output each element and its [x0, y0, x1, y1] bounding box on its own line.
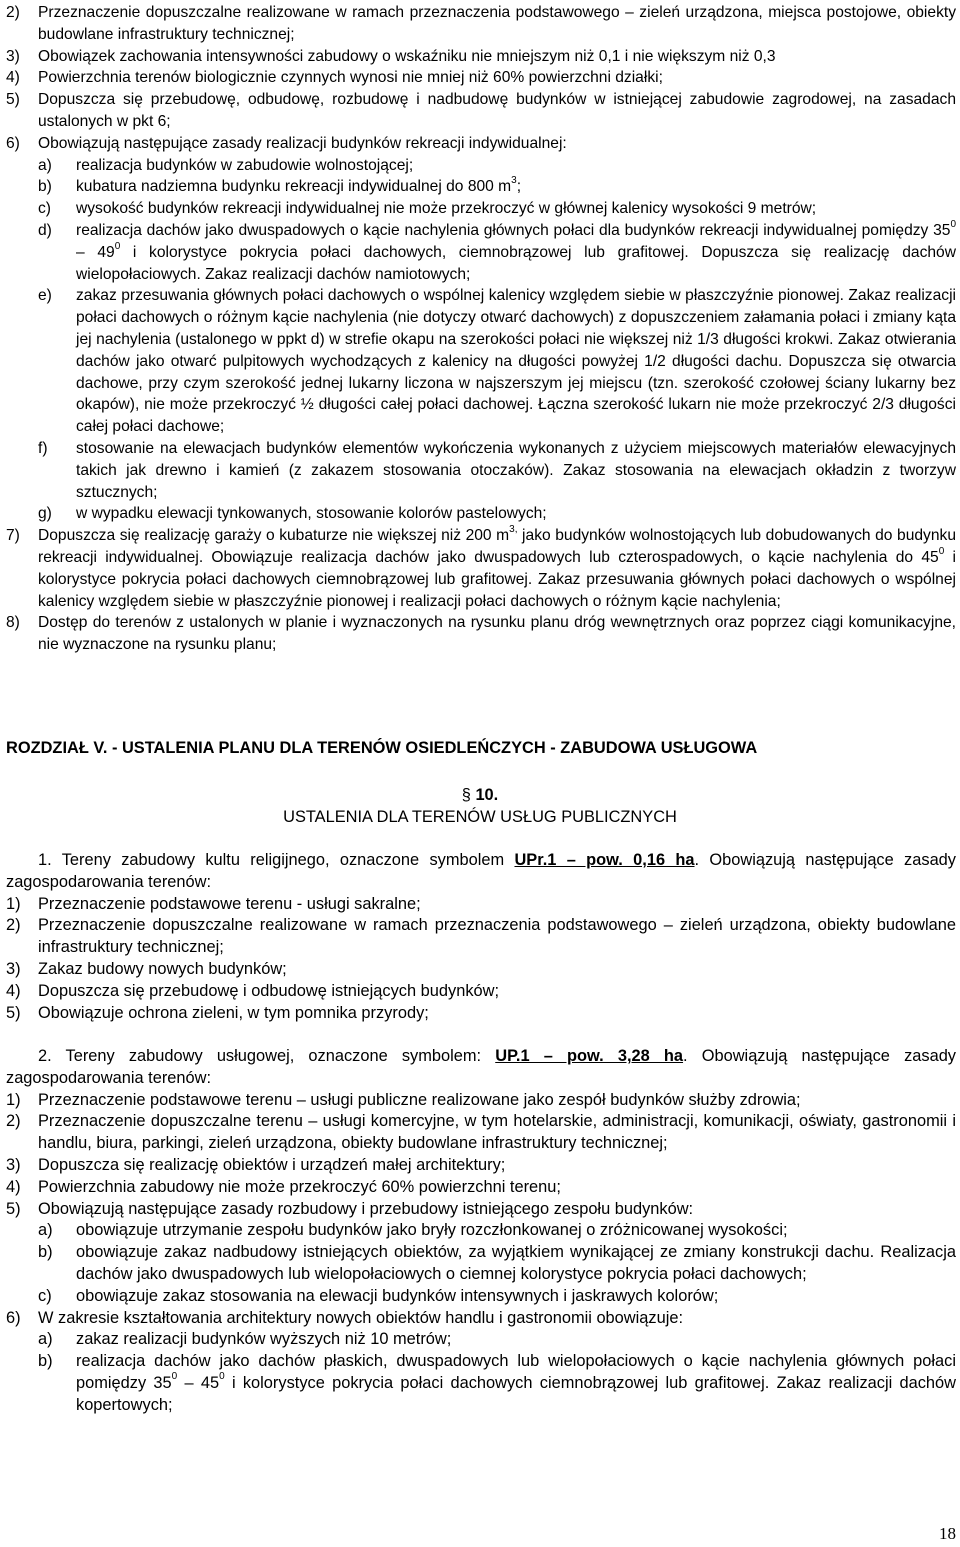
list-item: 6) W zakresie kształtowania architektury nowych obiektów handlu i gastronomii obowiązuje:: [6, 1308, 684, 1327]
list-item: 4) Dopuszcza się przebudowę i odbudowę istniejących budynków;: [6, 981, 500, 1000]
list-item: 3) Obowiązek zachowania intensywności zabudowy o wskaźniku nie mniejszym niż 0,1 i nie większym niż 0,3: [6, 47, 776, 65]
list-item: 6) Obowiązują następujące zasady realizacji budynków rekreacji indywidualnej:: [6, 134, 567, 152]
list-item: 2) Przeznaczenie dopuszczalne realizowane w ramach przeznaczenia podstawowego – zieleń urządzona, miejsca postojowe, obiekty budowlane infrastruktury technicznej;: [6, 4, 956, 43]
sub-item: c) wysokość budynków rekreacji indywidualnej nie może przekroczyć w głównej kalenicy wysokości 9 metrów;: [38, 200, 817, 218]
section-number: § 10.: [461, 786, 499, 804]
sub-item: a) zakaz realizacji budynków wyższych niż 10 metrów;: [38, 1330, 452, 1349]
upper-provisions: [6, 2, 956, 656]
sub-item: b) realizacja dachów jako dachów płaskich, dwuspadowych lub wielopołaciowych o kącie nachylenia głównych połaci pomiędzy $35^0 - 45^0$ i kolorystyce pokrycia połaci dachowych ciemnobrązowej lub grafitowej. Zakaz realizacji dachów kopertowych;: [38, 1352, 956, 1414]
section-1: [6, 850, 956, 1024]
sub-item: f) stosowanie na elewacjach budynków elementów wykończenia wykonanych z użyciem miejscowych materiałów elewacyjnych takich jak drewno i kamień (z zakazem stosowania otoczaków). Zakaz stosowania na elewacjach okładzin z tworzyw sztucznych;: [38, 439, 956, 501]
list-item: 5) Obowiązują następujące zasady rozbudowy i przebudowy istniejącego zespołu budynków:: [6, 1199, 694, 1218]
chapter-heading: ROZDZIAŁ V. - USTALENIA PLANU DLA TERENÓW OSIEDLEŃCZYCH - ZABUDOWA USŁUGOWA: [6, 739, 758, 757]
sub-item: g) w wypadku elewacji tynkowanych, stosowanie kolorów pastelowych;: [38, 505, 547, 523]
sub-item: b) obowiązuje zakaz nadbudowy istniejących obiektów, za wyjątkiem wynikającej ze zmiany konstrukcji dachu. Realizacja dachów jako dwuspadowych lub wielopołaciowych o ciemnej kolorystyce pokrycia połaci dachowych;: [38, 1243, 956, 1283]
sub-item: c) obowiązuje zakaz stosowania na elewacji budynków intensywnych i jaskrawych kolorów;: [38, 1286, 719, 1305]
paragraph-intro: 1. Tereny zabudowy kultu religijnego, oznaczone symbolem UPr.1 – pow. 0,16 ha. Obowiązują następujące zasady zagospodarowania terenów:: [6, 851, 956, 891]
list-item: 1) Przeznaczenie podstawowe terenu - usługi sakralne;: [6, 894, 421, 913]
list-item: 4) Powierzchnia terenów biologicznie czynnych wynosi nie mniej niż 60% powierzchni działki;: [6, 69, 663, 87]
paragraph-symbol: §: [461, 786, 471, 804]
list-item: 2) Przeznaczenie dopuszczalne terenu – usługi komercyjne, w tym hotelarskie, administracji, komunikacji, oświaty, gastronomii i handlu, biura, parkingi, zieleń urządzona, obiekty budowlane infrastruktury technicznej;: [6, 1112, 956, 1153]
list-item: 5) Obowiązuje ochrona zieleni, w tym pomnika przyrody;: [6, 1003, 429, 1022]
page-number: 18: [939, 1524, 956, 1543]
sub-item: e) zakaz przesuwania głównych połaci dachowych o wspólnej kalenicy względem siebie w płaszczyźnie pionowej. Zakaz realizacji połaci dachowych o różnym kącie nachylenia (nie dotyczy otwarć dachowych) z dopuszczeniem załamania połaci i zmiany kąta jej nachylenia (ustalonego w ppkt d) w strefie okapu na szerokości połaci nie większej niż 1/3 długości krokwi. Zakaz otwierania dachów jako otwarć pulpitowych wychodzących z kalenicy na długości powyżej 1/2 długości dachu. Dopuszcza się otwarcia dachowe, przy czym szerokość jednej lukarny liczona w najszerszym jej miejscu (tzn. szerokość czołowej ściany lukarny bez okapów), nie może przekroczyć ½ długości całej połaci dachowej. Łączna szerokość lukarn nie może przekroczyć 2/3 długości całej połaci dachowe;: [38, 287, 956, 436]
sub-item: a) obowiązuje utrzymanie zespołu budynków jako bryły rozczłonkowanej o zróżnicowanej wysokości;: [38, 1221, 788, 1240]
list-item: 1) Przeznaczenie podstawowe terenu – usługi publiczne realizowane jako zespół budynków służby zdrowia;: [6, 1090, 801, 1109]
section-2: [6, 1046, 956, 1417]
section-title: USTALENIA DLA TERENÓW USŁUG PUBLICZNYCH: [283, 808, 677, 826]
paragraph-intro: 2. Tereny zabudowy usługowej, oznaczone symbolem: UP.1 – pow. 3,28 ha. Obowiązują następujące zasady zagospodarowania terenów:: [6, 1047, 957, 1087]
list-item: 8) Dostęp do terenów z ustalonych w planie i wyznaczonych na rysunku planu dróg wewnętrznych oraz poprzez ciągi komunikacyjne, nie wyznaczone na rysunku planu;: [6, 614, 956, 654]
sub-item: a) realizacja budynków w zabudowie wolnostojącej;: [38, 156, 414, 174]
list-item: 7) Dopuszcza się realizację garaży o kubaturze nie większej niż 200 $m^{3,}$ jako budynków wolnostojących lub dobudowanych do budynku rekreacji indywidualnej. Obowiązuje realizacja dachów jako dwuspadowych lub czterospadowych, o kącie nachylenia do $45^0$ i kolorystyce pokrycia połaci dachowych ciemnobrązowej lub grafitowej. Zakaz przesuwania głównych połaci dachowych o wspólnej kalenicy względem siebie w płaszczyźnie pionowej i realizacji połaci dachowych o różnym kącie nachylenia;: [6, 523, 956, 610]
list-item: 5) Dopuszcza się przebudowę, odbudowę, rozbudowę i nadbudowę budynków w istniejącej zabudowie zagrodowej, na zasadach ustalonych w pkt 6;: [6, 91, 956, 130]
list-item: 4) Powierzchnia zabudowy nie może przekroczyć 60% powierzchni terenu;: [6, 1177, 561, 1196]
sub-item: b) kubatura nadziemna budynku rekreacji indywidualnej do 800 $m^3$;: [38, 175, 522, 196]
sub-item: d) realizacja dachów jako dwuspadowych o kącie nachylenia głównych połaci dla budynków rekreacji indywidualnej pomiędzy $35^0 - 49^0$ i kolorystyce pokrycia połaci dachowych, ciemnobrązowej lub grafitowej. Dopuszcza się realizację dachów wielopołaciowych. Zakaz realizacji dachów namiotowych;: [38, 218, 956, 283]
list-item: 3) Dopuszcza się realizację obiektów i urządzeń małej architektury;: [6, 1155, 506, 1174]
list-item: 2) Przeznaczenie dopuszczalne realizowane w ramach przeznaczenia podstawowego – zieleń urządzona, obiekty budowlane infrastruktury technicznej;: [6, 916, 956, 957]
list-item: 3) Zakaz budowy nowych budynków;: [6, 959, 287, 978]
